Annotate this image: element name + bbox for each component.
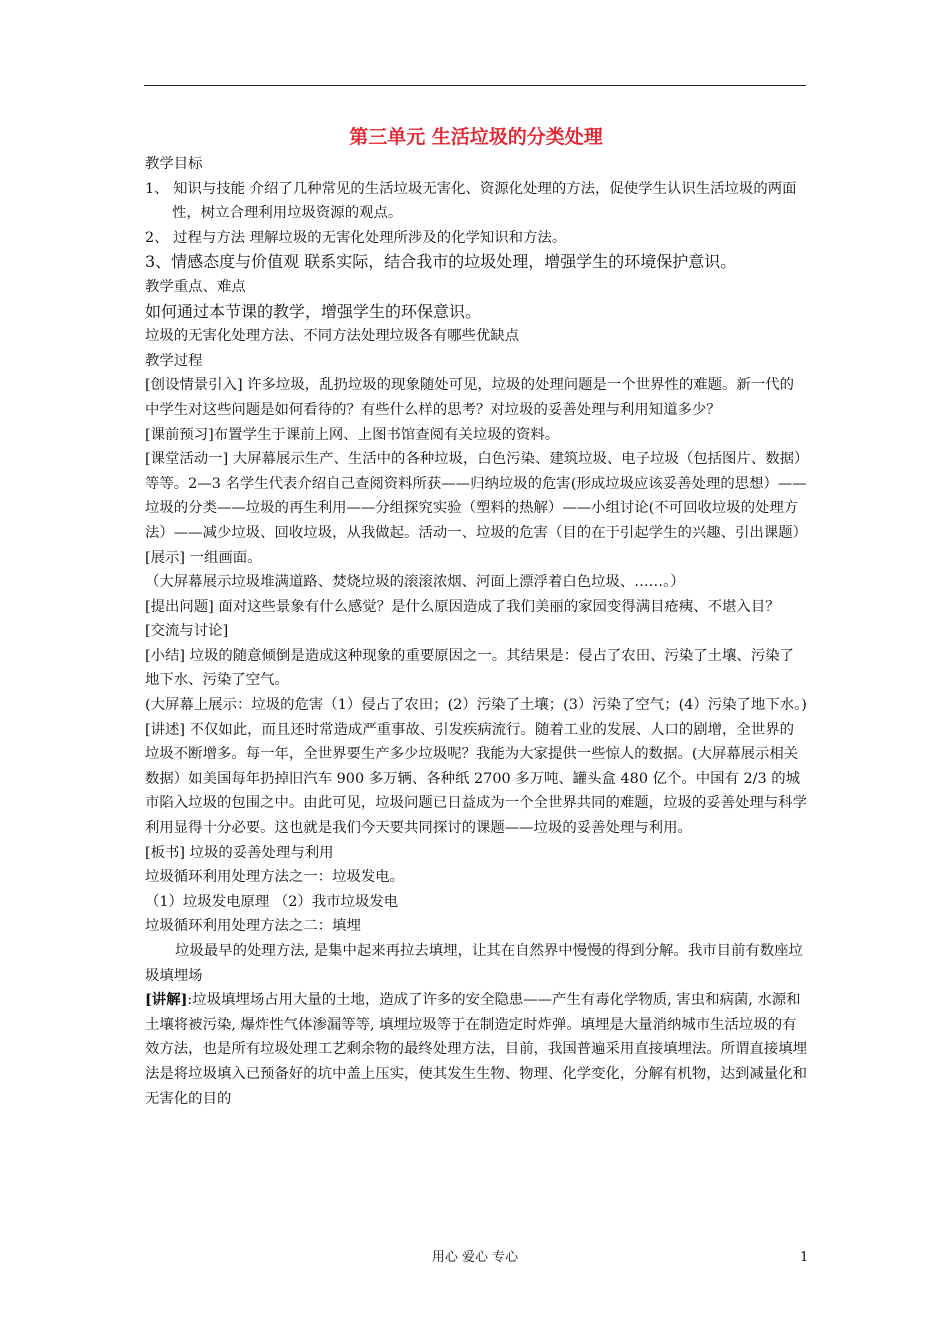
footer-motto: 用心 爱心 专心 bbox=[431, 1250, 519, 1265]
paragraph-list bbox=[145, 152, 807, 1111]
paragraph: （1）垃圾发电原理 （2）我市垃圾发电 bbox=[145, 893, 399, 910]
paragraph: [板书] 垃圾的妥善处理与利用 bbox=[145, 844, 334, 861]
document-body bbox=[145, 122, 807, 1111]
paragraph: [课堂活动一] 大屏幕展示生产、生活中的各种垃圾，白色污染、建筑垃圾、电子垃圾（包括图片、数据）等等。2—3 名学生代表介绍自己查阅资料所获——归纳垃圾的危害(形成垃圾应该妥善处理的思想）——垃圾的分类——垃圾的再生利用——分组探究实验（塑料的热解）——小组讨论(不可回收垃圾的处理方法）——减少垃圾、回收垃圾，从我做起。活动一、垃圾的危害（目的在于引起学生的兴趣、引出课题） bbox=[145, 451, 807, 541]
paragraph: 垃圾的无害化处理方法、不同方法处理垃圾各有哪些优缺点 bbox=[145, 328, 520, 345]
paragraph: [展示] 一组画面。 bbox=[145, 549, 262, 566]
paragraph: 教学重点、难点 bbox=[145, 278, 246, 295]
page-number: 1 bbox=[800, 1250, 809, 1265]
paragraph: （大屏幕展示垃圾堆满道路、焚烧垃圾的滚滚浓烟、河面上漂浮着白色垃圾、……。） bbox=[145, 574, 685, 591]
paragraph: 垃圾最早的处理方法, 是集中起来再拉去填埋，让其在自然界中慢慢的得到分解。我市目前有数座垃圾填埋场 bbox=[145, 943, 803, 984]
paragraph: [课前预习]布置学生于课前上网、上图书馆查阅有关垃圾的资料。 bbox=[145, 426, 560, 443]
header-rule bbox=[144, 85, 806, 86]
paragraph: [小结] 垃圾的随意倾倒是造成这种现象的重要原因之一。其结果是：侵占了农田、污染了土壤、污染了地下水、污染了空气。 bbox=[145, 647, 794, 689]
paragraph: 2、 过程与方法 理解垃圾的无害化处理所涉及的化学知识和方法。 bbox=[145, 229, 567, 246]
paragraph: 如何通过本节课的教学，增强学生的环保意识。 bbox=[145, 301, 482, 321]
explanation-label: [讲解] bbox=[145, 991, 188, 1009]
paragraph: [提出问题] 面对这些景象有什么感觉？是什么原因造成了我们美丽的家园变得满目疮痍、不堪入目？ bbox=[145, 598, 780, 615]
paragraph: 3、情感态度与价值观 联系实际，结合我市的垃圾处理，增强学生的环境保护意识。 bbox=[145, 252, 737, 272]
paragraph: 垃圾循环利用处理方法之二：填埋 bbox=[145, 918, 361, 935]
paragraph: 垃圾循环利用处理方法之一：垃圾发电。 bbox=[145, 869, 405, 886]
paragraph: [讲解]:垃圾填埋场占用大量的土地，造成了许多的安全隐患——产生有毒化学物质, 害虫和病菌, 水源和土壤将被污染, 爆炸性气体渗漏等等, 填埋垃圾等于在制造定时炸弹。填埋是大量消纳城市生活垃圾的有效方法，也是所有垃圾处理工艺剩余物的最终处理方法，目前，我国普遍采用直接填埋法。所谓直接填埋法是将垃圾填入已预备好的坑中盖上压实，使其发生生物、物理、化学变化，分解有机物，达到减量化和无害化的目的 bbox=[145, 991, 807, 1107]
paragraph: [创设情景引入] 许多垃圾，乱扔垃圾的现象随处可见，垃圾的处理问题是一个世界性的难题。新一代的中学生对这些问题是如何看待的？有些什么样的思考？对垃圾的妥善处理与利用知道多少？ bbox=[145, 377, 794, 418]
paragraph: 教学过程 bbox=[145, 352, 203, 369]
paragraph: (大屏幕上展示：垃圾的危害（1）侵占了农田；(2）污染了土壤；(3）污染了空气；(4）污染了地下水。)[讲述] 不仅如此，而且还时常造成严重事故、引发疾病流行。随着工业的发展、人口的剧增，全世界的垃圾不断增多。每一年，全世界要生产多少垃圾呢？我能为大家提供一些惊人的数据。(大屏幕展示相关数据）如美国每年扔掉旧汽车 900 多万辆、各种纸 2700 多万吨、罐头盒 480 亿个。中国有 2/3 的城市陷入垃圾的包围之中。由此可见，垃圾问题已日益成为一个全世界共同的难题，垃圾的妥善处理与科学利用显得十分必要。这也就是我们今天要共同探讨的课题——垃圾的妥善处理与利用。 bbox=[145, 697, 807, 837]
document-title: 第三单元 生活垃圾的分类处理 bbox=[349, 126, 603, 148]
paragraph: 教学目标 bbox=[145, 156, 203, 172]
paragraph: 1、 知识与技能 介绍了几种常见的生活垃圾无害化、资源化处理的方法，促使学生认识生活垃圾的两面性，树立合理利用垃圾资源的观点。 bbox=[145, 180, 797, 222]
paragraph: [交流与讨论] bbox=[145, 623, 229, 640]
